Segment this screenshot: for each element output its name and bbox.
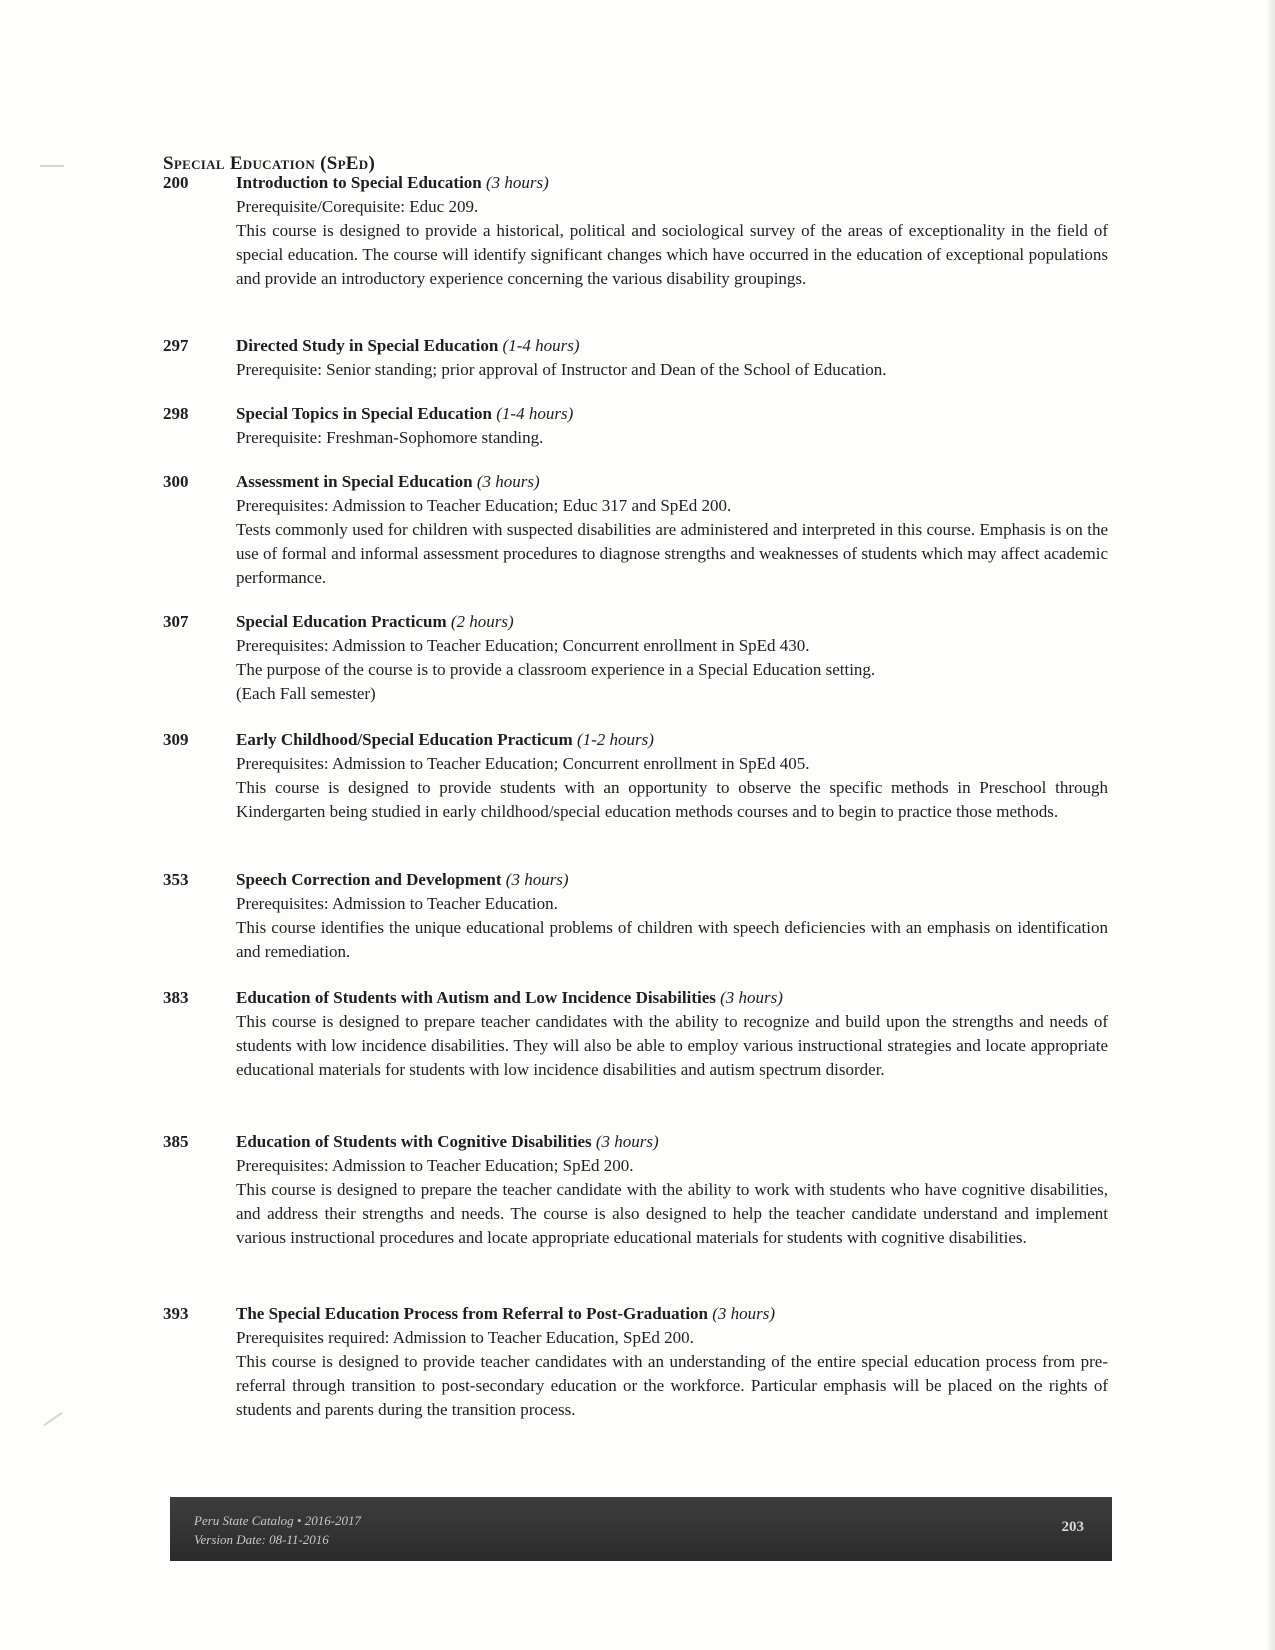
- course-hours: (3 hours): [505, 870, 569, 889]
- course-number: 200: [163, 173, 189, 192]
- section-heading: Special Education (SpEd): [163, 153, 376, 174]
- course-description: This course is designed to prepare teacher candidates with the ability to recognize and build upon the strengths and needs of students with low incidence disabilities. They will also be able to employ various instructional strategies and locate appropriate educational materials for students with low incidence disabilities and autism spectrum disorder.: [236, 1012, 1108, 1079]
- course-hours: (1-2 hours): [576, 730, 654, 749]
- course-prerequisite: Prerequisites: Admission to Teacher Education; Concurrent enrollment in SpEd 405.: [236, 754, 810, 773]
- course-hours: (3 hours): [595, 1132, 659, 1151]
- course-entry: [163, 470, 1108, 590]
- course-hours: (3 hours): [486, 173, 549, 192]
- course-hours: (2 hours): [450, 612, 514, 631]
- course-title: Early Childhood/Special Education Practicum: [236, 730, 573, 749]
- course-number: 393: [163, 1304, 189, 1323]
- course-prerequisite: Prerequisites: Admission to Teacher Education; SpEd 200.: [236, 1156, 634, 1175]
- course-prerequisite: Prerequisites required: Admission to Teacher Education, SpEd 200.: [236, 1328, 694, 1347]
- course-entry: [163, 1302, 1108, 1422]
- page-number: 203: [1061, 1519, 1084, 1535]
- course-description: This course identifies the unique educational problems of children with speech deficiencies with an emphasis on identification and remediation.: [236, 918, 1108, 961]
- course-entry: [163, 868, 1108, 964]
- course-number: 353: [163, 870, 189, 889]
- course-title: Special Education Practicum: [236, 612, 447, 631]
- course-title: Special Topics in Special Education: [236, 404, 493, 423]
- course-hours: (3 hours): [476, 472, 540, 491]
- course-description: This course is designed to provide a historical, political and sociological survey of the areas of exceptionality in the field of special education. The course will identify significant changes which have occurred in the education of exceptional populations and provide an introductory experience concerning the various disability groupings.: [236, 221, 1108, 288]
- course-prerequisite: Prerequisite: Freshman-Sophomore standing.: [236, 428, 544, 447]
- course-number: 309: [163, 730, 189, 749]
- course-description: This course is designed to provide students with an opportunity to observe the specific methods in Preschool through Kindergarten being studied in early childhood/special education methods courses and to begin to practice those methods.: [236, 778, 1108, 821]
- course-entry: [163, 171, 1108, 291]
- course-hours: (1-4 hours): [502, 336, 580, 355]
- course-hours: (3 hours): [720, 988, 783, 1007]
- scan-mark: [43, 1412, 62, 1426]
- course-entry: [163, 610, 1108, 706]
- scan-edge: [1267, 0, 1275, 1650]
- course-entry: [163, 402, 1108, 450]
- course-description: Tests commonly used for children with suspected disabilities are administered and interpreted in this course. Emphasis is on the use of formal and informal assessment procedures to diagnose strengths and weaknesses of students which may affect academic performance.: [236, 520, 1108, 587]
- course-number: 383: [163, 988, 189, 1007]
- course-description: This course is designed to provide teacher candidates with an understanding of the entire special education process from pre-referral through transition to post-secondary education or the workforce. Particular emphasis will be placed on the rights of students and parents during the transition process.: [236, 1352, 1108, 1419]
- course-title: Directed Study in Special Education: [236, 336, 499, 355]
- page-footer: [170, 1497, 1112, 1561]
- course-prerequisite: Prerequisites: Admission to Teacher Education; Concurrent enrollment in SpEd 430.: [236, 636, 810, 655]
- course-title: Speech Correction and Development: [236, 870, 502, 889]
- course-entry: [163, 728, 1108, 824]
- course-hours: (3 hours): [712, 1304, 776, 1323]
- course-prerequisite: Prerequisite/Corequisite: Educ 209.: [236, 197, 479, 216]
- course-title: Education of Students with Autism and Low Incidence Disabilities: [236, 988, 716, 1007]
- course-title: Education of Students with Cognitive Disabilities: [236, 1132, 592, 1151]
- course-number: 300: [163, 472, 189, 491]
- course-title: The Special Education Process from Referral to Post-Graduation: [236, 1304, 709, 1323]
- footer-catalog-title: Peru State Catalog • 2016-2017: [194, 1513, 362, 1528]
- course-number: 297: [163, 336, 189, 355]
- course-entry: [163, 334, 1108, 382]
- course-description: This course is designed to prepare the teacher candidate with the ability to work with students who have cognitive disabilities, and address their strengths and needs. The course is also designed to help the teacher candidate understand and implement various instructional procedures and locate appropriate educational materials for students with cognitive disabilities.: [236, 1180, 1108, 1247]
- course-entry: [163, 986, 1108, 1082]
- course-note: (Each Fall semester): [236, 684, 376, 703]
- scan-mark: [40, 165, 64, 167]
- course-prerequisite: Prerequisite: Senior standing; prior approval of Instructor and Dean of the School of Education.: [236, 360, 887, 379]
- course-title: Introduction to Special Education: [236, 173, 482, 192]
- course-prerequisite: Prerequisites: Admission to Teacher Education; Educ 317 and SpEd 200.: [236, 496, 732, 515]
- course-title: Assessment in Special Education: [236, 472, 473, 491]
- course-description: The purpose of the course is to provide a classroom experience in a Special Education setting.: [236, 660, 876, 679]
- footer-version-date: Version Date: 08-11-2016: [194, 1532, 329, 1547]
- course-entry: [163, 1130, 1108, 1250]
- course-number: 385: [163, 1132, 189, 1151]
- course-number: 298: [163, 404, 189, 423]
- course-prerequisite: Prerequisites: Admission to Teacher Education.: [236, 894, 558, 913]
- course-number: 307: [163, 612, 189, 631]
- course-hours: (1-4 hours): [496, 404, 574, 423]
